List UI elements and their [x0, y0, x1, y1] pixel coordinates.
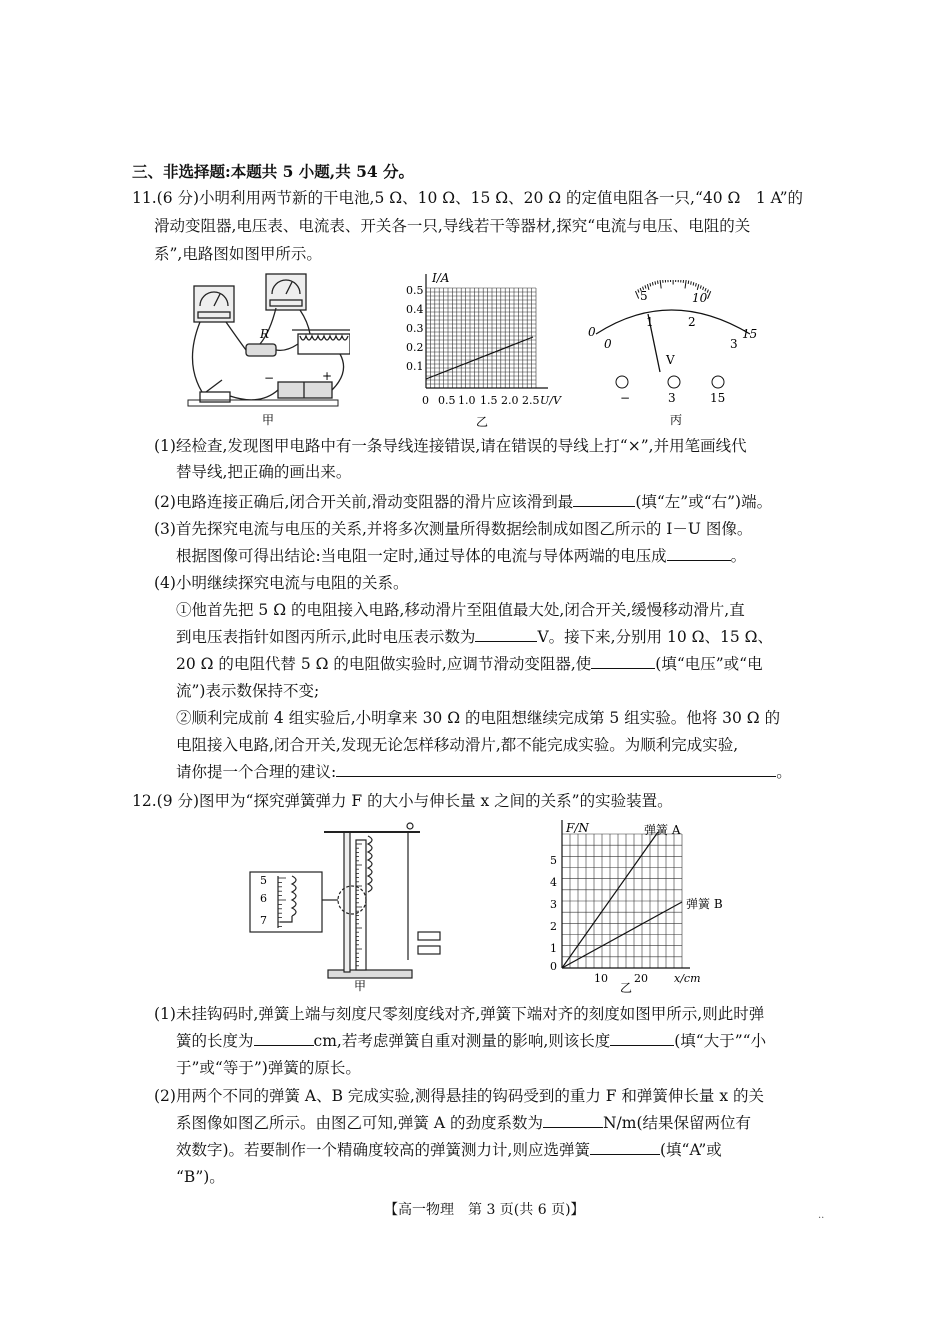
q12-p2-text-b: 系图像如图乙所示。由图乙可知,弹簧 A 的劲度系数为 — [176, 1114, 543, 1132]
q11-fig-jia-caption: 甲 — [262, 413, 275, 427]
dial-tick — [697, 284, 699, 290]
q11-p3-text-b: 根据图像可得出结论:当电阻一定时,通过导体的电流与导体两端的电压成 — [176, 547, 667, 565]
q11-p6-line-3 — [176, 762, 792, 782]
answer-blank[interactable] — [591, 654, 655, 669]
x-tick: 1.0 — [458, 394, 476, 407]
q12-fx-graph — [540, 814, 740, 996]
ruler-mark-5: 5 — [260, 874, 267, 887]
q11-p5-text-b: 到电压表指针如图丙所示,此时电压表示数为 — [176, 628, 476, 646]
dial-tick — [707, 290, 708, 293]
q11-voltmeter-dial — [582, 280, 772, 434]
y-tick: 0.2 — [406, 341, 424, 354]
spring-b-label: 弹簧 B — [686, 897, 723, 911]
dial-tick — [703, 287, 704, 290]
q11-p5-line-1: ①他首先把 5 Ω 的电阻接入电路,移动滑片至阻值最大处,闭合开关,缓慢移动滑片,直 — [176, 601, 745, 619]
answer-blank[interactable] — [543, 1113, 603, 1128]
page-footer: 【高一物理 第 3 页(共 6 页)】 — [384, 1202, 585, 1218]
dial-tick — [700, 285, 701, 288]
dial-tick — [655, 281, 656, 284]
y-tick: 1 — [550, 942, 557, 955]
resistor-icon — [246, 344, 276, 356]
terminal-minus-label: − — [620, 391, 631, 405]
y-axis-label: F/N — [566, 821, 589, 835]
dial-tick — [647, 284, 649, 290]
q12-p1-text-b: 簧的长度为 — [176, 1032, 254, 1050]
dial-tick — [635, 291, 638, 299]
weights-icon — [418, 932, 440, 940]
y-tick: 0.3 — [406, 322, 424, 335]
q11-p3-line-1: (3)首先探究电流与电压的关系,并将多次测量所得数据绘制成如图乙所示的 I－U 图像。 — [154, 520, 753, 538]
stand-pole — [344, 832, 350, 972]
y-tick: 0.5 — [406, 284, 424, 297]
dial-tick — [693, 282, 694, 285]
dial-bottom-3: 3 — [730, 337, 738, 351]
q11-p5-text-e: (填“电压”或“电 — [655, 655, 763, 673]
q11-p5-line-4: 流”)表示数保持不变; — [176, 682, 320, 700]
q12-p1-text-c: cm,若考虑弹簧自重对测量的影响,则该长度 — [313, 1032, 611, 1050]
dial-arc — [596, 310, 750, 334]
q11-p1-line-2: 替导线,把正确的画出来。 — [176, 463, 352, 481]
answer-blank[interactable] — [254, 1031, 314, 1046]
x-tick: 0 — [422, 394, 429, 407]
q12-line-1: 12.(9 分)图甲为“探究弹簧弹力 F 的大小与伸长量 x 之间的关系”的实验装置。 — [132, 792, 673, 810]
q11-p6-line-1: ②顺利完成前 4 组实验后,小明拿来 30 Ω 的电阻想继续完成第 5 组实验。他将 30 Ω 的 — [176, 709, 781, 727]
x-tick: 2.0 — [501, 394, 519, 407]
q11-line-3: 系”,电路图如图甲所示。 — [154, 245, 322, 263]
dial-tick — [638, 289, 639, 292]
answer-blank[interactable] — [610, 1031, 674, 1046]
y-tick: 5 — [550, 854, 557, 867]
q11-fig-bing-caption: 丙 — [670, 413, 683, 427]
q11-p2-text-b: (填“左”或“右”)端。 — [635, 493, 773, 511]
q11-p3-line-2 — [176, 546, 746, 566]
y-tick: 0 — [550, 960, 557, 973]
dial-bottom-2: 2 — [688, 315, 696, 329]
q11-p5-text-c: V。接下来,分别用 10 Ω、15 Ω、 — [537, 628, 773, 646]
dial-unit: V — [666, 353, 675, 367]
terminal-15-label: 15 — [710, 391, 726, 405]
q11-p6-text-d: 。 — [776, 763, 792, 781]
resistor-label: R — [260, 327, 270, 341]
y-tick: 4 — [550, 876, 557, 889]
answer-blank[interactable] — [336, 762, 776, 777]
iu-line — [426, 337, 533, 379]
q12-p2-text-e: (填“A”或 — [659, 1141, 722, 1159]
q11-p6-line-2: 电阻接入电路,闭合开关,发现无论怎样移动滑片,都不能完成实验。为顺利完成实验, — [176, 736, 739, 754]
x-axis-label: x/cm — [674, 972, 701, 985]
answer-blank[interactable] — [667, 546, 731, 561]
x-tick: 2.5 — [522, 394, 540, 407]
x-tick: 10 — [594, 972, 608, 985]
answer-blank[interactable] — [475, 627, 537, 642]
q12-p2-text-c: N/m(结果保留两位有 — [602, 1114, 752, 1132]
q12-p1-line-3: 于”或“等于”)弹簧的原长。 — [176, 1059, 361, 1077]
dial-bottom-0: 0 — [604, 337, 612, 351]
x-tick: 1.5 — [480, 394, 498, 407]
q11-p2 — [154, 492, 772, 512]
q12-p2-text-d: 效数字)。若要制作一个精确度较高的弹簧测力计,则应选弹簧 — [176, 1141, 590, 1159]
q11-p2-text-a: (2)电路连接正确后,闭合开关前,滑动变阻器的滑片应该滑到最 — [154, 493, 574, 511]
q12-p2-line-1: (2)用两个不同的弹簧 A、B 完成实验,测得悬挂的钩码受到的重力 F 和弹簧伸长量 x 的关 — [154, 1087, 765, 1105]
dial-tick — [685, 280, 686, 288]
footer-mark: .. — [818, 1210, 825, 1221]
q12-p2-line-4: “B”)。 — [176, 1168, 225, 1186]
q12-fig-yi-caption: 乙 — [620, 981, 633, 995]
q11-line-1: 11.(6 分)小明利用两节新的干电池,5 Ω、10 Ω、15 Ω、20 Ω 的定值电阻各一只,“40 Ω 1 A”的 — [132, 189, 804, 207]
dial-top-5: 5 — [640, 289, 648, 303]
y-tick: 0.4 — [406, 303, 424, 316]
battery-icon — [278, 382, 332, 398]
ruler-mark-7: 7 — [260, 914, 267, 927]
battery-minus-label: − — [264, 371, 275, 385]
q11-line-2: 滑动变阻器,电压表、电流表、开关各一只,导线若干等器材,探究“电流与电压、电阻的关 — [154, 217, 751, 235]
q11-circuit-figure — [180, 272, 350, 432]
dial-tick — [708, 291, 711, 299]
dial-tick — [650, 283, 651, 286]
y-tick: 3 — [550, 898, 557, 911]
dial-top-10: 10 — [692, 291, 708, 305]
terminal-3-icon — [668, 376, 680, 388]
terminal-minus-icon — [616, 376, 628, 388]
q11-p6-text-c: 请你提一个合理的建议: — [176, 763, 337, 781]
y-tick: 2 — [550, 920, 557, 933]
q12-p1-line-1: (1)未挂钩码时,弹簧上端与刻度尺零刻度线对齐,弹簧下端对齐的刻度如图甲所示,则此时弹 — [154, 1005, 765, 1023]
y-tick: 0.1 — [406, 360, 424, 373]
dial-top-15: 15 — [742, 327, 758, 341]
x-tick: 0.5 — [438, 394, 456, 407]
stand-base — [328, 970, 412, 978]
dial-tick — [696, 283, 697, 286]
answer-blank[interactable] — [573, 492, 635, 507]
q11-p3-text-c: 。 — [730, 547, 747, 565]
q12-apparatus-figure — [248, 820, 458, 992]
dial-tick — [658, 281, 659, 284]
q11-p5-line-2 — [176, 627, 773, 647]
q12-p2-line-3 — [176, 1140, 722, 1160]
q12-p1-line-2 — [176, 1031, 766, 1051]
q12-p2-line-2 — [176, 1113, 751, 1133]
section-title: 三、非选择题:本题共 5 小题,共 54 分。 — [132, 162, 415, 181]
y-axis-label: I/A — [432, 271, 450, 285]
q11-p5-line-3 — [176, 654, 763, 674]
q11-p5-text-d: 20 Ω 的电阻代替 5 Ω 的电阻做实验时,应调节滑动变阻器,使 — [176, 655, 592, 673]
q11-p4: (4)小明继续探究电流与电阻的关系。 — [154, 574, 409, 592]
x-tick: 20 — [634, 972, 648, 985]
dial-top-0: 0 — [588, 325, 596, 339]
q11-p1-line-1: (1)经检查,发现图甲电路中有一条导线连接错误,请在错误的导线上打“×”,并用笔画线代 — [154, 437, 747, 455]
ruler-mark-6: 6 — [260, 892, 267, 905]
dial-bottom-1: 1 — [646, 315, 654, 329]
x-axis-label: U/V — [540, 394, 561, 407]
q11-iu-graph — [400, 268, 580, 434]
spring-a-label: 弹簧 A — [644, 823, 681, 837]
answer-blank[interactable] — [590, 1140, 660, 1155]
spring-icon — [368, 836, 372, 892]
q11-fig-yi-caption: 乙 — [476, 415, 489, 429]
battery-plus-label: + — [322, 369, 333, 383]
dial-tick — [688, 281, 689, 284]
terminal-15-icon — [712, 376, 724, 388]
terminal-3-label: 3 — [668, 391, 676, 405]
dial-tick — [652, 282, 653, 285]
dial-tick — [660, 280, 661, 288]
q12-p1-text-d: (填“大于”“小 — [674, 1032, 767, 1050]
q12-fig-jia-caption: 甲 — [354, 979, 367, 992]
dial-tick — [691, 281, 692, 284]
